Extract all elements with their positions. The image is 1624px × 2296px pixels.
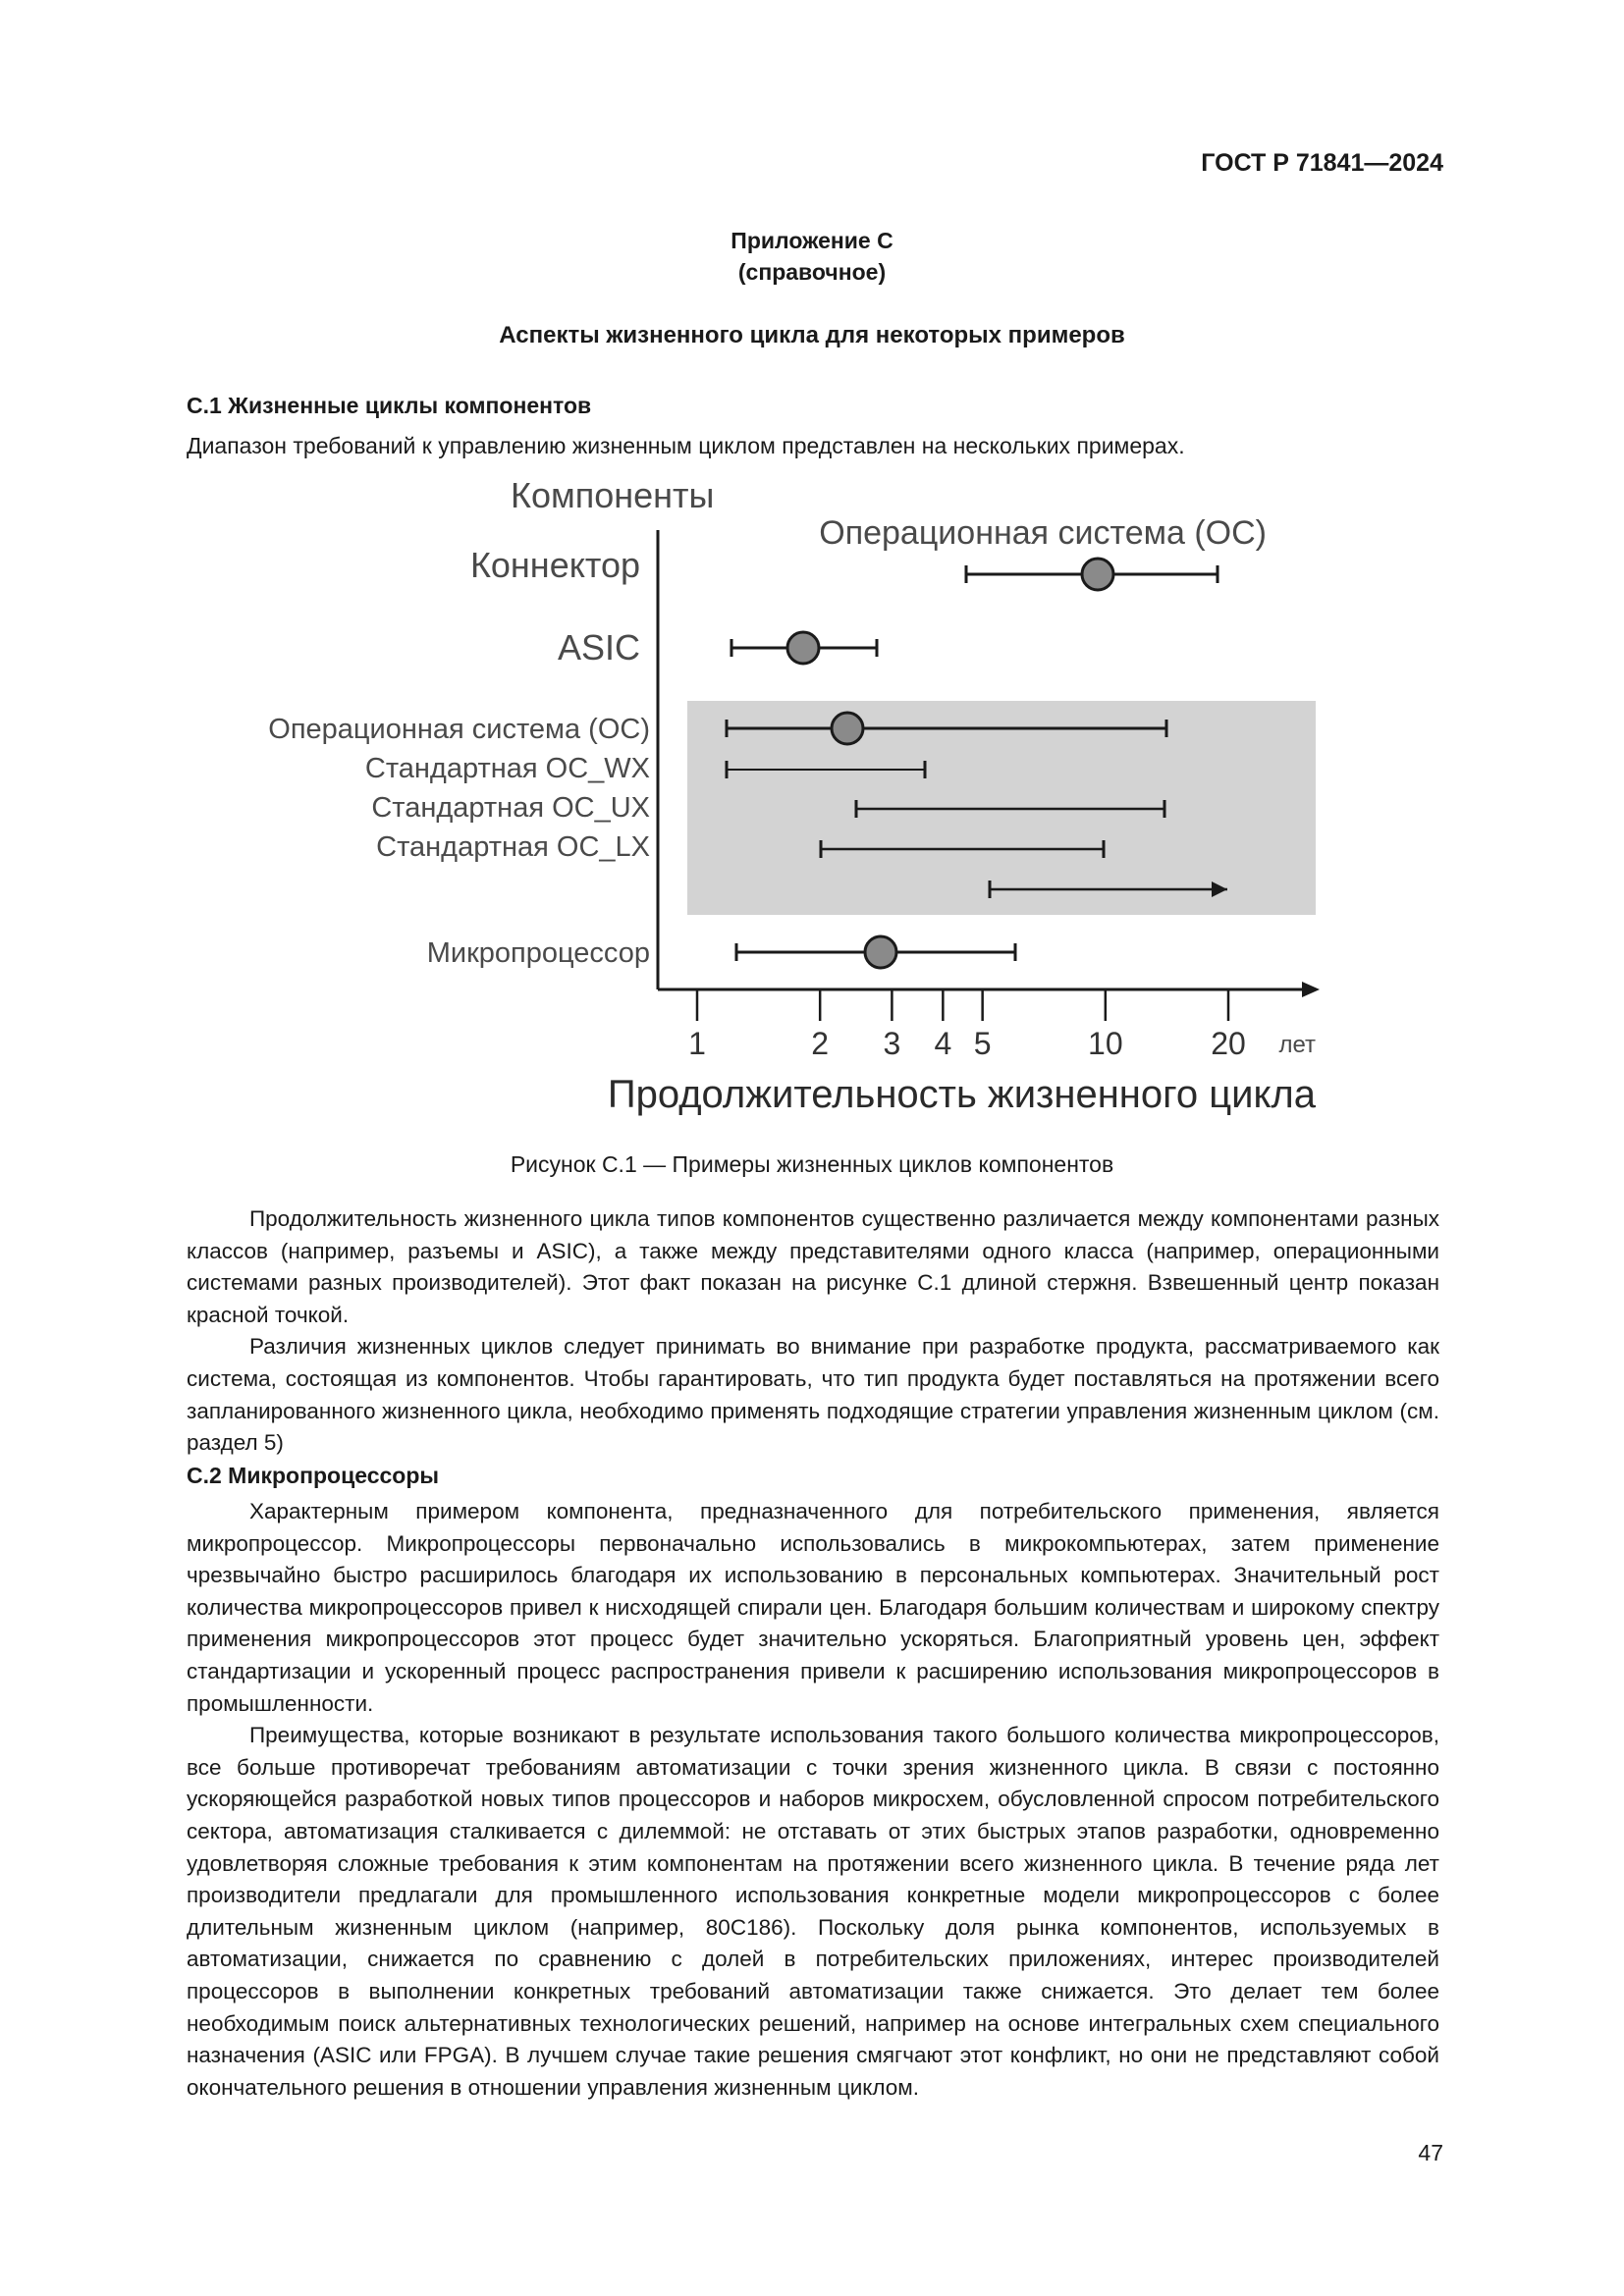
series-label: ASIC <box>557 627 640 667</box>
s1-body <box>187 1203 1439 1460</box>
series-bar <box>731 632 877 664</box>
x-tick-label: 20 <box>1211 1026 1246 1061</box>
series-bar <box>966 559 1218 590</box>
figure-caption: Рисунок С.1 — Примеры жизненных циклов компонентов <box>510 1151 1114 1177</box>
series-label: Микропроцессор <box>426 937 650 969</box>
s1-paragraph-1: Продолжительность жизненного цикла типов компонентов существенно различается между компонентами разных классов (например, разъемы и ASIC), а также между представителями одного класса (например, операционными системами разных производителей). Этот факт показан на рисунке С.1 длиной стержня. Взвешенный центр показан красной точкой. <box>187 1206 1439 1327</box>
x-ticks <box>688 989 1246 1061</box>
x-unit-label: лет <box>1278 1032 1316 1058</box>
series-label: Стандартная ОС_WX <box>364 753 650 784</box>
s2-paragraph-1: Характерным примером компонента, предназначенного для потребительского применения, является микропроцессор. Микропроцессоры первоначально использовались в микрокомпьютерах, затем применение чрезвычайно быстро расширилось благодаря их использованию в персональных компьютерах. Значительный рост количества микропроцессоров привел к нисходящей спирали цен. Благодаря большим количествам и широкому спектру применения микропроцессоров этот процесс будет значительно ускоряться. Благоприятный уровень цен, эффект стандартизации и ускоренный процесс распространения привели к расширению использования микропроцессоров в промышленности. <box>187 1499 1439 1716</box>
page-number: 47 <box>1418 2140 1443 2165</box>
s1-heading: С.1 Жизненные циклы компонентов <box>187 393 592 418</box>
series-label: Стандартная ОС_UX <box>371 792 650 824</box>
x-tick-label: 2 <box>811 1026 830 1061</box>
series-label: Коннектор <box>469 545 640 585</box>
x-tick-label: 5 <box>973 1026 992 1061</box>
x-axis-label: Продолжительность жизненного цикла <box>607 1073 1316 1116</box>
weighted-center-point <box>787 632 819 664</box>
weighted-center-point <box>865 936 896 968</box>
x-tick-label: 10 <box>1088 1026 1123 1061</box>
s2-body <box>187 1496 1439 2104</box>
x-tick-label: 3 <box>883 1026 901 1061</box>
appendix-title: Приложение С <box>731 228 893 253</box>
series-label: Операционная система (ОС) <box>268 714 650 745</box>
series-label: Стандартная ОС_LX <box>376 831 650 863</box>
s2-heading: С.2 Микропроцессоры <box>187 1463 440 1488</box>
s2-paragraph-2: Преимущества, которые возникают в результате использования такого большого количества микропроцессоров, все больше противоречат требованиям автоматизации с точки зрения жизненного цикла. В связи с постоянно ускоряющейся разработкой новых типов процессоров и наборов микросхем, обусловленной спросом потребительского сектора, автоматизация сталкивается с дилеммой: не отставать от этих быстрых этапов разработки, одновременно удовлетворяя сложные требования к этим компонентам на протяжении всего жизненного цикла. В течение ряда лет производители предлагали для промышленного использования конкретные модели микропроцессоров с более длительным жизненным циклом (например, 80С186). Поскольку доля рынка компонентов, используемых в автоматизации, снижается по сравнению с долей в потребительских приложениях, интерес производителей процессоров в выполнении конкретных требований автоматизации также снижается. Это делает тем более необходимым поиск альтернативных технологических решений, например на основе интегральных схем специального назначения (ASIC или FPGA). В лучшем случае такие решения смягчают этот конфликт, но они не представляют собой окончательного решения в отношении управления жизненным циклом. <box>187 1723 1439 2100</box>
x-tick-label: 4 <box>934 1026 952 1061</box>
section-title: Аспекты жизненного цикла для некоторых примеров <box>499 322 1125 348</box>
document-id: ГОСТ Р 71841—2024 <box>1201 149 1443 177</box>
s1-intro: Диапазон требований к управлению жизненным циклом представлен на нескольких примерах. <box>187 433 1185 458</box>
lifecycle-chart <box>0 461 1624 1129</box>
weighted-center-point <box>832 713 863 744</box>
chart-title: Компоненты <box>511 475 715 515</box>
weighted-center-point <box>1082 559 1113 590</box>
x-axis-arrow <box>1302 982 1320 997</box>
x-tick-label: 1 <box>688 1026 706 1061</box>
s1-paragraph-2: Различия жизненных циклов следует принимать во внимание при разработке продукта, рассматриваемого как система, состоящая из компонентов. Чтобы гарантировать, что тип продукта будет поставляться на протяжении всего запланированного жизненного цикла, необходимо применять подходящие стратегии управления жизненным циклом (см. раздел 5) <box>187 1334 1439 1456</box>
appendix-subtitle: (справочное) <box>737 259 887 285</box>
series-bar <box>736 936 1015 968</box>
series-label: Операционная система (ОС) <box>819 514 1267 552</box>
